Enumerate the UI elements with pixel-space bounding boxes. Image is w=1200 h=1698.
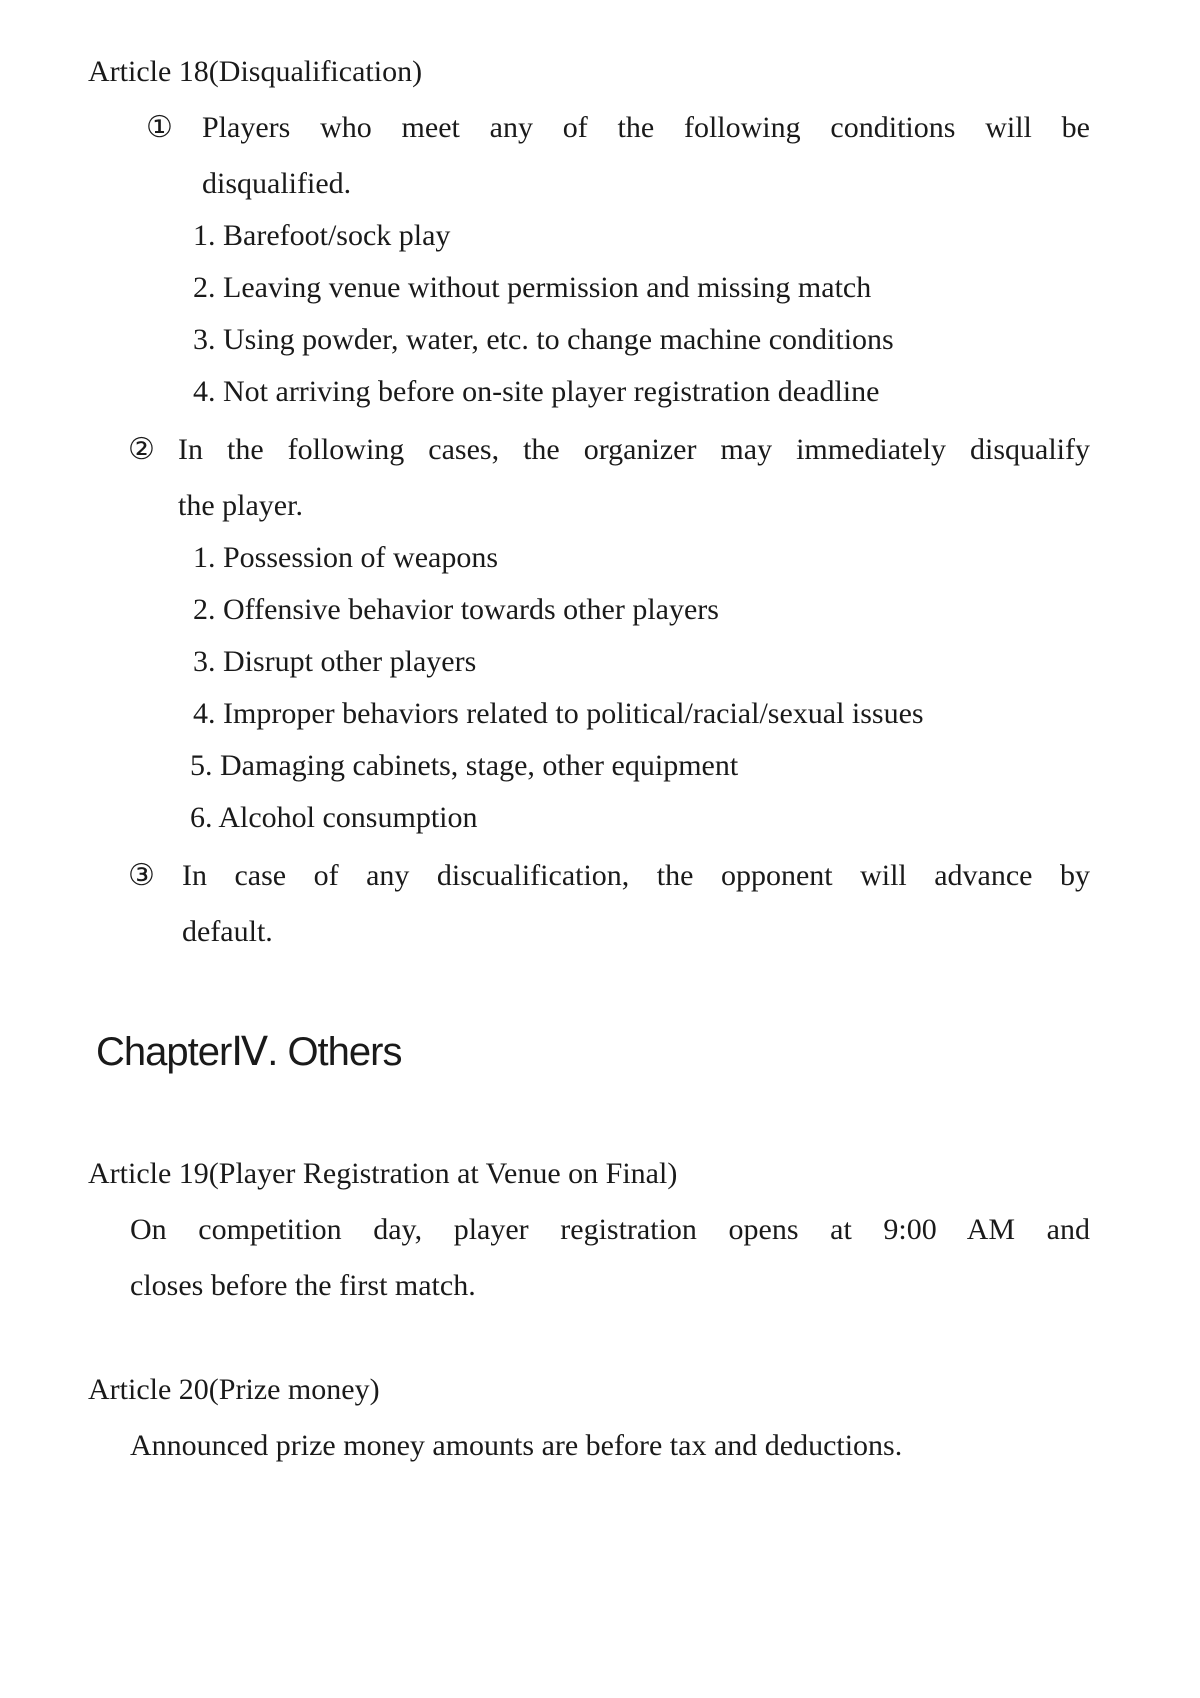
clause-2-item: 1. Possession of weapons xyxy=(193,541,498,574)
clause-2-marker: ② xyxy=(128,433,155,466)
clause-1-item: 1. Barefoot/sock play xyxy=(193,219,451,252)
clause-1-item: 2. Leaving venue without permission and missing match xyxy=(193,271,872,304)
chapter-title: ChapterⅣ. Others xyxy=(96,1030,402,1074)
article-18-heading: Article 18(Disqualification) xyxy=(88,55,423,88)
clause-3-text-cont: default. xyxy=(182,915,273,948)
clause-2-text-cont: the player. xyxy=(178,489,303,522)
clause-1-item: 3. Using powder, water, etc. to change machine conditions xyxy=(193,323,894,356)
clause-1-text: Players who meet any of the following conditions will be xyxy=(202,111,1090,144)
clause-3-marker: ③ xyxy=(128,859,155,892)
clause-1-item: 4. Not arriving before on-site player registration deadline xyxy=(193,375,880,408)
article-19-text-cont: closes before the first match. xyxy=(130,1269,476,1302)
clause-2-item: 4. Improper behaviors related to political/racial/sexual issues xyxy=(193,697,924,730)
clause-2-text: In the following cases, the organizer may immediately disqualify xyxy=(178,433,1090,466)
clause-2-item: 2. Offensive behavior towards other players xyxy=(193,593,719,626)
clause-1-text-cont: disqualified. xyxy=(202,167,352,200)
clause-3-text: In case of any discualification, the opponent will advance by xyxy=(182,859,1090,892)
article-20-heading: Article 20(Prize money) xyxy=(88,1373,380,1406)
clause-2-item: 6. Alcohol consumption xyxy=(190,801,478,834)
clause-2-item: 3. Disrupt other players xyxy=(193,645,477,678)
clause-2-item: 5. Damaging cabinets, stage, other equipment xyxy=(190,749,739,782)
article-19-heading: Article 19(Player Registration at Venue on Final) xyxy=(88,1157,678,1190)
clause-1-marker: ① xyxy=(146,111,173,144)
article-20-text: Announced prize money amounts are before tax and deductions. xyxy=(130,1429,903,1462)
article-19-text: On competition day, player registration opens at 9:00 AM and xyxy=(130,1213,1090,1246)
